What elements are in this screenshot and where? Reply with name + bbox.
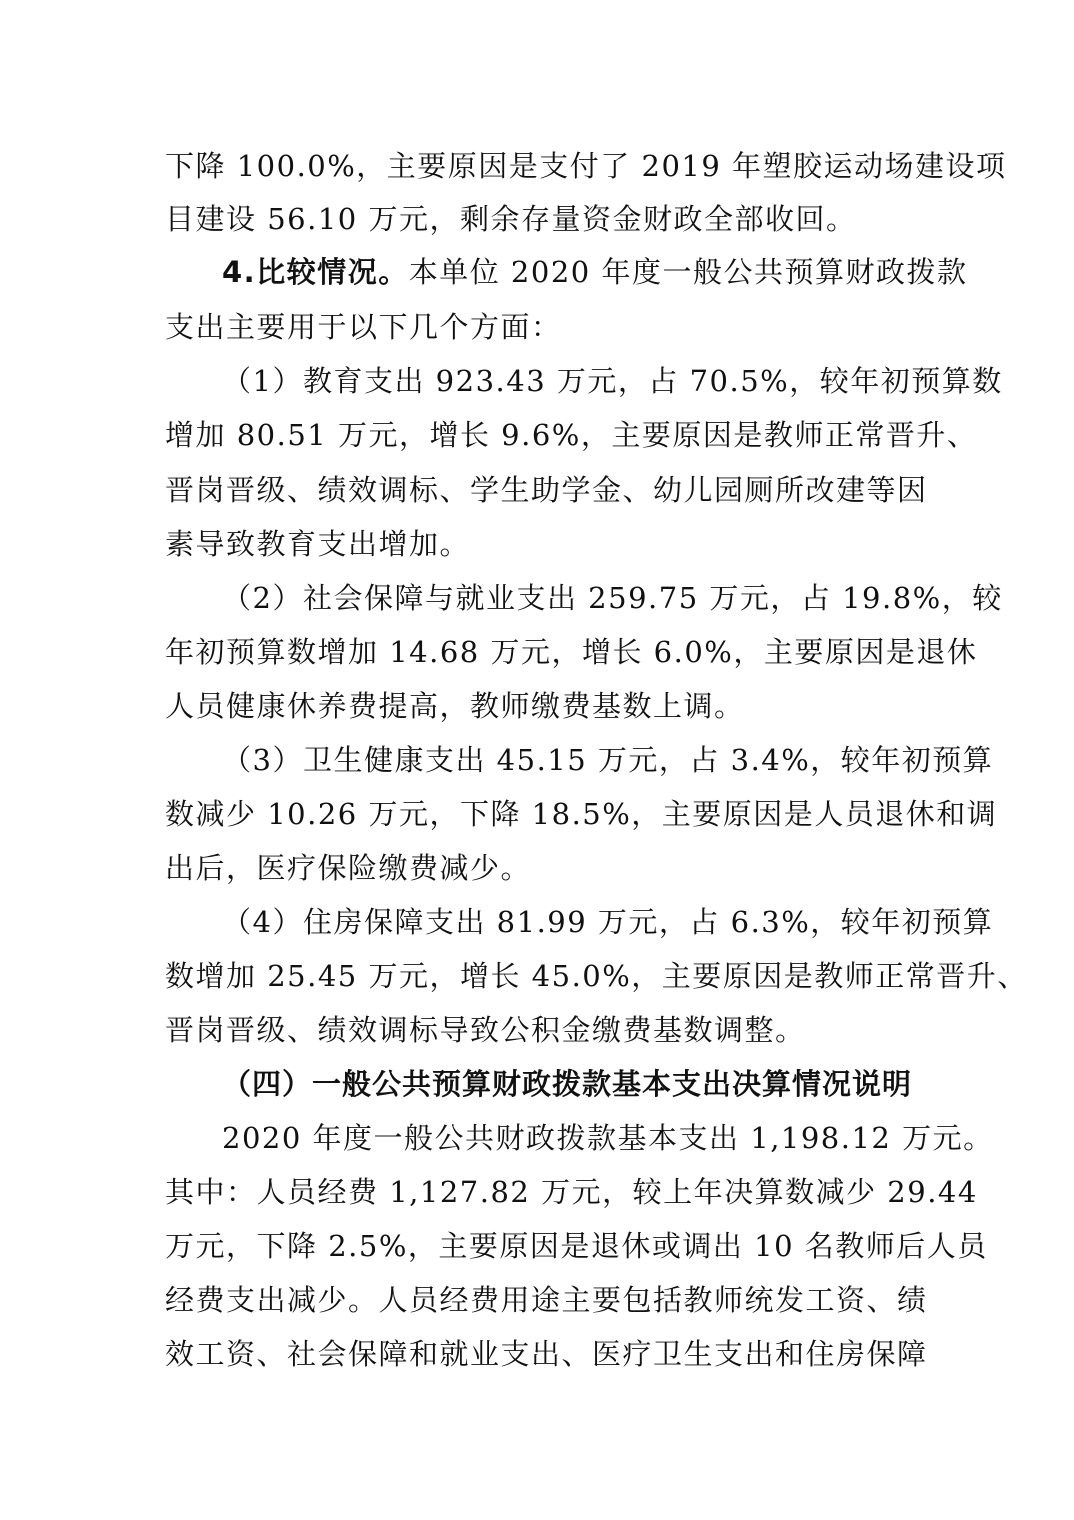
text-line: （4）住房保障支出 81.99 万元，占 6.3%，较年初预算 (222, 905, 994, 939)
text-line: 增加 80.51 万元，增长 9.6%，主要原因是教师正常晋升、 (165, 418, 978, 452)
text-line: 支出主要用于以下几个方面： (165, 310, 562, 344)
text-line: 经费支出减少。人员经费用途主要包括教师统发工资、绩 (165, 1283, 928, 1317)
text-line: （3）卫生健康支出 45.15 万元，占 3.4%，较年初预算 (222, 743, 994, 777)
inline-heading: 4.比较情况。 (222, 255, 409, 289)
text-line: 人员健康休养费提高，教师缴费基数上调。 (165, 689, 745, 723)
text-line: 晋岗晋级、绩效调标导致公积金缴费基数调整。 (165, 1013, 806, 1047)
text-line: 晋岗晋级、绩效调标、学生助学金、幼儿园厕所改建等因 (165, 473, 928, 507)
text-line: 素导致教育支出增加。 (165, 527, 471, 561)
text-line: 下降 100.0%，主要原因是支付了 2019 年塑胶运动场建设项 (165, 149, 1007, 183)
text-line: 数减少 10.26 万元，下降 18.5%，主要原因是人员退休和调 (165, 797, 998, 831)
text-line: 万元，下降 2.5%，主要原因是退休或调出 10 名教师后人员 (165, 1229, 988, 1263)
section-heading: （四）一般公共预算财政拨款基本支出决算情况说明 (222, 1067, 913, 1101)
text-line: 年初预算数增加 14.68 万元，增长 6.0%，主要原因是退休 (165, 635, 978, 669)
text-line: 效工资、社会保障和就业支出、医疗卫生支出和住房保障 (165, 1337, 928, 1371)
text-line: 目建设 56.10 万元，剩余存量资金财政全部收回。 (165, 202, 857, 236)
text-line (222, 252, 967, 292)
text-line: 出后，医疗保险缴费减少。 (165, 851, 532, 885)
text-segment: 本单位 2020 年度一般公共预算财政拨款 (408, 255, 968, 289)
text-line: 其中：人员经费 1,127.82 万元，较上年决算数减少 29.44 (165, 1175, 978, 1209)
text-line: 数增加 25.45 万元，增长 45.0%，主要原因是教师正常晋升、 (165, 959, 1028, 993)
text-line: （2）社会保障与就业支出 259.75 万元，占 19.8%，较 (222, 581, 1003, 615)
text-line: 2020 年度一般公共财政拨款基本支出 1,198.12 万元。 (222, 1121, 994, 1155)
text-line: （1）教育支出 923.43 万元，占 70.5%，较年初预算数 (222, 364, 1003, 398)
